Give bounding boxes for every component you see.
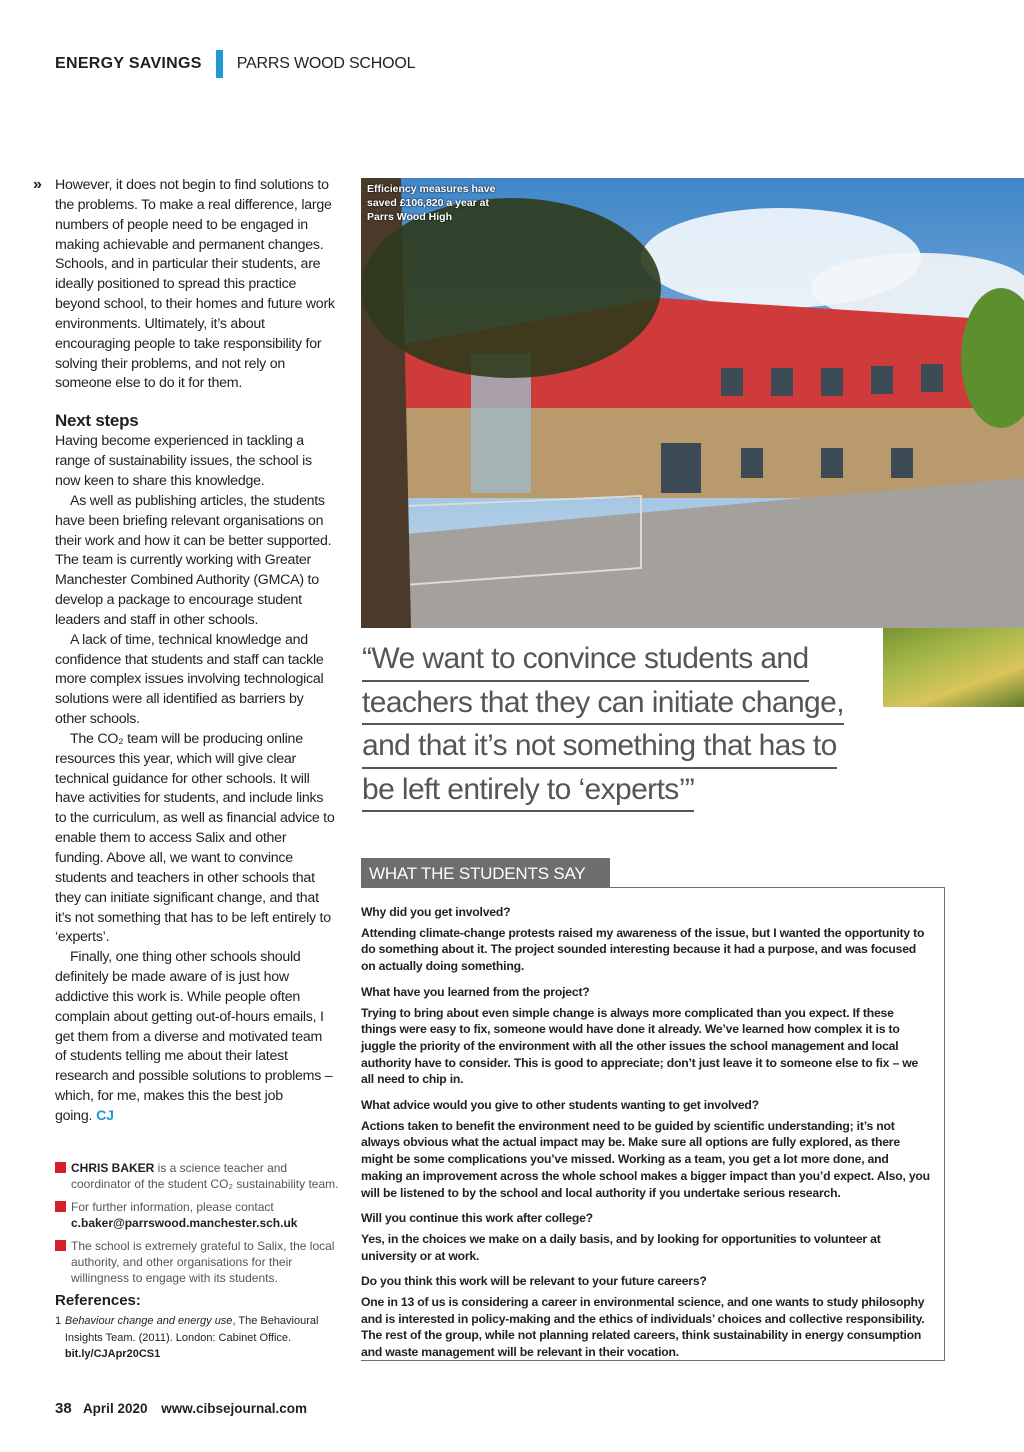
quote-line: teachers that they can initiate change, [362, 682, 844, 726]
author-name: CHRIS BAKER [71, 1161, 155, 1175]
reference-number: 1 [55, 1315, 62, 1327]
intro-paragraph: However, it does not begin to find solutions to the problems. To make a real difference, large numbers of people need to be engaged in making achievable and permanent changes. Schools, and in particular their students, are ideally positioned to spread this practice beyond school, to their homes and future work environments. Ultimately, it’s about encouraging people to take responsibility for solving their problems, and not rely on someone else to do it for them. [55, 177, 335, 392]
answer: Attending climate-change protests raised my awareness of the issue, but I wanted the opportunity to do something about it. The project sounded interesting because it had a purpose, and was focused on actually doing something. [361, 925, 925, 974]
question: Why did you get involved? [361, 905, 511, 919]
reference-item [55, 1313, 345, 1363]
section-heading: Next steps [55, 411, 139, 431]
author-notes [55, 1160, 345, 1363]
answer: Yes, in the choices we make on a daily basis, and by looking for opportunities to volunteer at university or at work. [361, 1231, 881, 1263]
page-footer [55, 1400, 307, 1417]
reference-source: , The Behavioural Insights Team. (2011). London: Cabinet Office. [64, 1315, 319, 1344]
school-building-image [361, 178, 1024, 628]
answer: Trying to bring about even simple change is always more complicated than you expect. If these things were easy to fix, someone would have done it already. We’ve learned how complex it is to juggle the priority of the environment with all the other issues the school management and local authority have to consider. This is good to appreciate; don’t just leave it to someone else to fix – we all need to chip in. [361, 1005, 919, 1087]
answer: Actions taken to benefit the environment need to be guided by scientific understanding; it’s not always obvious what the actual impact may be. Make sure all options are fully explored, as there might be some complications you’ve missed. Working as a team, you get a lot more done, and making an improvement across the whole school makes a bigger impact than you’d expect. Also, you will be listened to by the school and local authority if you undertake serious research. [361, 1118, 930, 1200]
photo-caption: Efficiency measures have saved £106,820 a year at Parrs Wood High [367, 183, 496, 223]
paragraph: Having become experienced in tackling a range of sustainability issues, the school is now keen to share this knowledge. [55, 433, 312, 489]
reference-title: Behaviour change and energy use [64, 1315, 233, 1327]
continuation-chevron-icon: » [33, 176, 42, 193]
students-say-box [361, 887, 945, 1361]
subsection-label: PARRS WOOD SCHOOL [236, 55, 416, 72]
thanks-text: The school is extremely grateful to Salix, the local authority, and other organisations for their willingness to engage with its students. [71, 1239, 335, 1285]
paragraph: As well as publishing articles, the students have been briefing relevant organisations on their work and how it can be better supported. The team is currently working with Greater Manchester Combined Authority (GMCA) to develop a package to encourage student leaders and staff in other schools. [55, 492, 332, 628]
contact-text: For further information, please contact [71, 1200, 274, 1214]
answer: One in 13 of us is considering a career in environmental science, and one wants to study philosophy and is interested in policy-making and the ethics of individuals’ choices and collective responsibility. The rest of the group, while not planning related careers, think sustainability in energy consumption and waste management will be relevant in their vocation. [361, 1295, 925, 1360]
bullet-square-icon [55, 1162, 66, 1173]
issue-date: April 2020 [82, 1401, 148, 1416]
paragraph: A lack of time, technical knowledge and confidence that students and staff can tackle more complex issues involving technological solutions were all identified as barriers by other schools. [55, 631, 324, 728]
question: Will you continue this work after college? [361, 1211, 593, 1226]
paragraph: Finally, one thing other schools should definitely be made aware of is just how addictive this work is. While people often complain about getting out-of-hours emails, I get them from a diverse and motivated team of students telling me about their latest research and possible solutions to problems – which, for me, makes this the best job going. [55, 949, 333, 1124]
quote-line: “We want to convince students and [362, 638, 809, 682]
photo-foliage-extension [883, 620, 1024, 707]
question: What advice would you give to other students wanting to get involved? [361, 1098, 759, 1113]
quote-line: and that it’s not something that has to [362, 725, 837, 769]
running-header [55, 50, 415, 78]
page-number: 38 [55, 1400, 72, 1417]
website-url[interactable]: www.cibsejournal.com [161, 1401, 308, 1416]
bullet-square-icon [55, 1201, 66, 1212]
article-column [33, 176, 335, 1127]
quote-line: be left entirely to ‘experts’” [362, 769, 694, 813]
author-bio: is a science teacher and coordinator of the student CO₂ sustainability team. [71, 1161, 339, 1191]
sidebar-box-title: WHAT THE STUDENTS SAY [361, 858, 610, 888]
section-label: ENERGY SAVINGS [55, 55, 202, 72]
question: Do you think this work will be relevant to your future careers? [361, 1274, 707, 1289]
school-building-photo [361, 178, 1024, 628]
contact-email-link[interactable]: c.baker@parrswood.manchester.sch.uk [71, 1216, 298, 1230]
pull-quote [362, 638, 844, 812]
paragraph: The CO₂ team will be producing online resources this year, which will give clear technical guidance for other schools. It will have activities for students, and include links to the curriculum, as well as financial advice to enable them to access Salix and other funding. Above all, we want to convince students and teachers in other schools that they can initiate significant change, and that it’s not something that has to be left entirely to ‘experts’. [55, 730, 335, 946]
header-divider [216, 50, 223, 78]
author-signoff: CJ [96, 1107, 114, 1124]
bullet-square-icon [55, 1240, 66, 1251]
references-heading: References: [55, 1292, 141, 1309]
question: What have you learned from the project? [361, 984, 590, 999]
reference-link[interactable]: bit.ly/CJApr20CS1 [64, 1348, 161, 1360]
